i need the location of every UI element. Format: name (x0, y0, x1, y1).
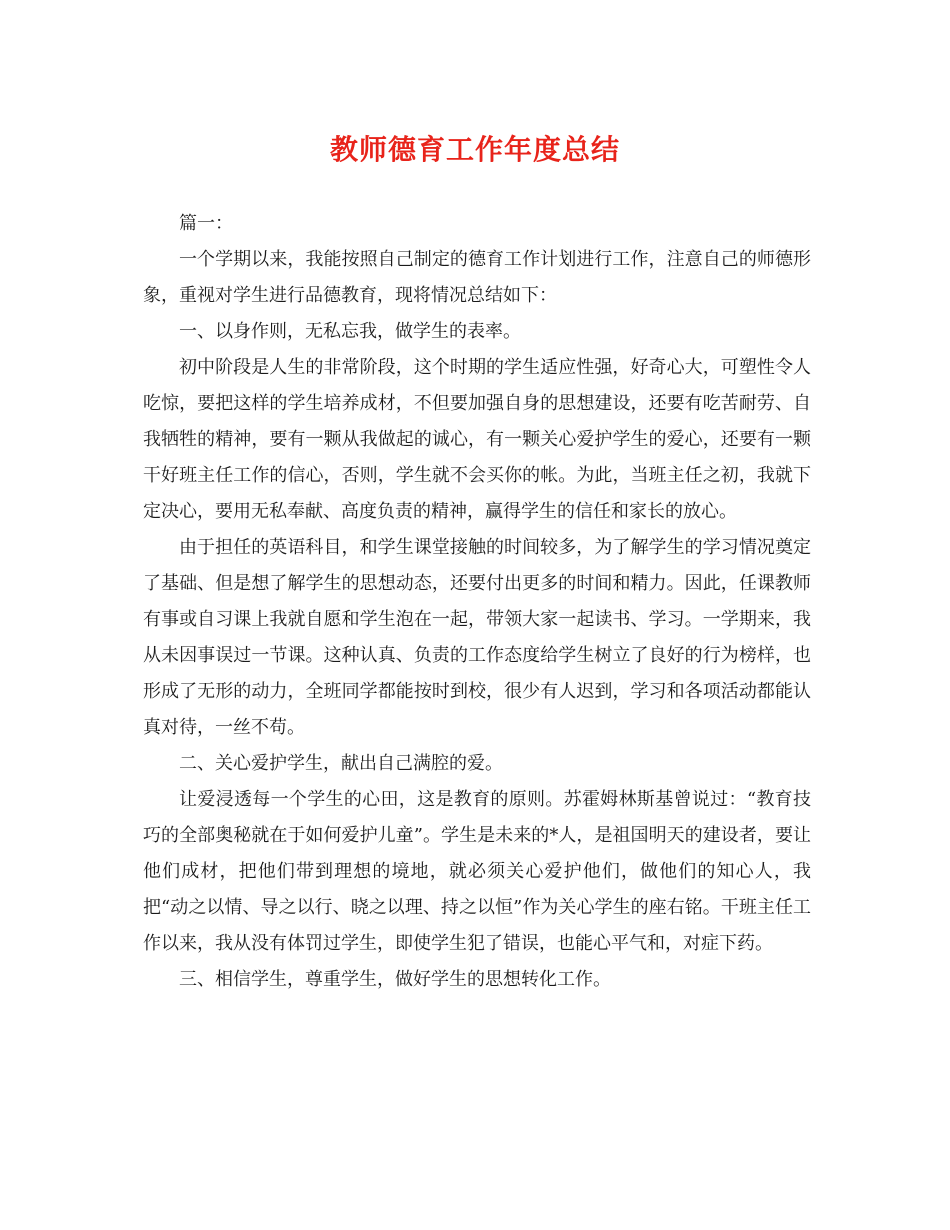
document-body (143, 206, 811, 998)
intro-paragraph: 一个学期以来，我能按照自己制定的德育工作计划进行工作，注意自己的师德形象，重视对学生进行品德教育，现将情况总结如下： (143, 249, 811, 306)
heading-three: 三、相信学生，尊重学生，做好学生的思想转化工作。 (179, 969, 611, 990)
section-label: 篇一： (179, 213, 233, 234)
document-title: 教师德育工作年度总结 (329, 133, 620, 166)
heading-two: 二、关心爱护学生，献出自己满腔的爱。 (179, 753, 503, 774)
paragraph-three: 让爱浸透每一个学生的心田，这是教育的原则。苏霍姆林斯基曾说过：“教育技巧的全部奥秘就在于如何爱护儿童”。学生是未来的*人，是祖国明天的建设者，要让他们成材，把他们带到理想的境地，就必须关心爱护他们，做他们的知心人，我把“动之以情、导之以行、晓之以理、持之以恒”作为关心学生的座右铭。干班主任工作以来，我从没有体罚过学生，即使学生犯了错误，也能心平气和，对症下药。 (143, 789, 811, 954)
paragraph-one: 初中阶段是人生的非常阶段，这个时期的学生适应性强，好奇心大，可塑性令人吃惊，要把这样的学生培养成材，不但要加强自身的思想建设，还要有吃苦耐劳、自我牺牲的精神，要有一颗从我做起的诚心，有一颗关心爱护学生的爱心，还要有一颗干好班主任工作的信心，否则，学生就不会买你的帐。为此，当班主任之初，我就下定决心，要用无私奉献、高度负责的精神，赢得学生的信任和家长的放心。 (143, 357, 811, 522)
paragraph-two: 由于担任的英语科目，和学生课堂接触的时间较多，为了解学生的学习情况奠定了基础、但是想了解学生的思想动态，还要付出更多的时间和精力。因此，任课教师有事或自习课上我就自愿和学生泡在一起，带领大家一起读书、学习。一学期来，我从未因事误过一节课。这种认真、负责的工作态度给学生树立了良好的行为榜样，也形成了无形的动力，全班同学都能按时到校，很少有人迟到，学习和各项活动都能认真对待，一丝不苟。 (143, 537, 811, 738)
heading-one: 一、以身作则，无私忘我，做学生的表率。 (179, 321, 521, 342)
